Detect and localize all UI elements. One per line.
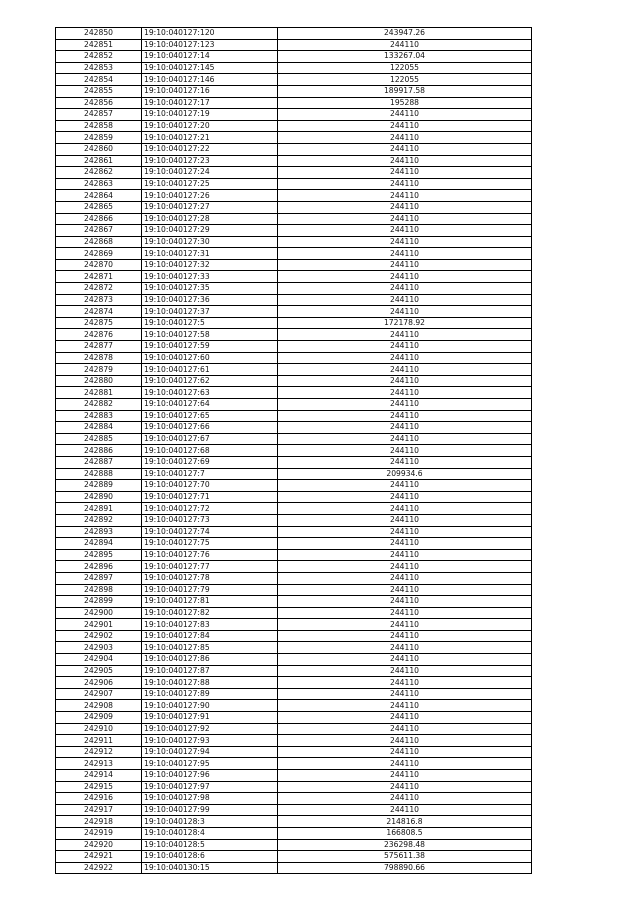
value-cell: 244110 (278, 399, 532, 411)
table-row (56, 503, 532, 515)
cadastral-number-cell: 19:10:040127:61 (142, 364, 278, 376)
value-cell: 244110 (278, 352, 532, 364)
value-cell: 244110 (278, 607, 532, 619)
cadastral-number-cell: 19:10:040127:69 (142, 456, 278, 468)
row-number-cell: 242912 (56, 746, 142, 758)
cadastral-number-cell: 19:10:040127:66 (142, 422, 278, 434)
table-row (56, 723, 532, 735)
value-cell: 244110 (278, 433, 532, 445)
row-number-cell: 242867 (56, 225, 142, 237)
cadastral-number-cell: 19:10:040127:28 (142, 213, 278, 225)
value-cell: 244110 (278, 561, 532, 573)
table-row (56, 178, 532, 190)
table-row (56, 758, 532, 770)
cadastral-number-cell: 19:10:040130:15 (142, 862, 278, 874)
cadastral-number-cell: 19:10:040127:5 (142, 317, 278, 329)
cadastral-number-cell: 19:10:040127:65 (142, 410, 278, 422)
table-row (56, 120, 532, 132)
cadastral-number-cell: 19:10:040127:97 (142, 781, 278, 793)
table-row (56, 74, 532, 86)
cadastral-number-cell: 19:10:040127:89 (142, 688, 278, 700)
table-row (56, 804, 532, 816)
row-number-cell: 242910 (56, 723, 142, 735)
value-cell: 244110 (278, 283, 532, 295)
table-row (56, 283, 532, 295)
value-cell: 244110 (278, 294, 532, 306)
row-number-cell: 242918 (56, 816, 142, 828)
row-number-cell: 242885 (56, 433, 142, 445)
value-cell: 236298.48 (278, 839, 532, 851)
table-row (56, 665, 532, 677)
row-number-cell: 242914 (56, 770, 142, 782)
value-cell: 244110 (278, 735, 532, 747)
value-cell: 244110 (278, 654, 532, 666)
cadastral-number-cell: 19:10:040127:17 (142, 97, 278, 109)
value-cell: 244110 (278, 364, 532, 376)
table-row (56, 213, 532, 225)
cadastral-number-cell: 19:10:040128:3 (142, 816, 278, 828)
cadastral-number-cell: 19:10:040127:20 (142, 120, 278, 132)
value-cell: 244110 (278, 688, 532, 700)
row-number-cell: 242872 (56, 283, 142, 295)
cadastral-number-cell: 19:10:040127:85 (142, 642, 278, 654)
value-cell: 244110 (278, 630, 532, 642)
cadastral-number-cell: 19:10:040127:33 (142, 271, 278, 283)
cadastral-number-cell: 19:10:040127:146 (142, 74, 278, 86)
row-number-cell: 242905 (56, 665, 142, 677)
cadastral-number-cell: 19:10:040127:90 (142, 700, 278, 712)
table-row (56, 561, 532, 573)
row-number-cell: 242900 (56, 607, 142, 619)
table-row (56, 190, 532, 202)
cadastral-number-cell: 19:10:040127:16 (142, 85, 278, 97)
value-cell: 244110 (278, 329, 532, 341)
row-number-cell: 242869 (56, 248, 142, 260)
cadastral-number-cell: 19:10:040127:22 (142, 143, 278, 155)
cadastral-number-cell: 19:10:040127:82 (142, 607, 278, 619)
table-row (56, 410, 532, 422)
table-row (56, 375, 532, 387)
value-cell: 244110 (278, 213, 532, 225)
value-cell: 244110 (278, 201, 532, 213)
table-row (56, 677, 532, 689)
cadastral-number-cell: 19:10:040127:95 (142, 758, 278, 770)
table-row (56, 607, 532, 619)
row-number-cell: 242854 (56, 74, 142, 86)
value-cell: 244110 (278, 770, 532, 782)
table-row (56, 596, 532, 608)
row-number-cell: 242862 (56, 167, 142, 179)
cadastral-number-cell: 19:10:040127:7 (142, 468, 278, 480)
table-row (56, 422, 532, 434)
value-cell: 244110 (278, 190, 532, 202)
row-number-cell: 242873 (56, 294, 142, 306)
value-cell: 244110 (278, 712, 532, 724)
value-cell: 243947.26 (278, 28, 532, 40)
table-row (56, 630, 532, 642)
cadastral-number-cell: 19:10:040127:83 (142, 619, 278, 631)
table-row (56, 317, 532, 329)
cadastral-number-cell: 19:10:040127:145 (142, 62, 278, 74)
value-cell: 244110 (278, 572, 532, 584)
row-number-cell: 242878 (56, 352, 142, 364)
row-number-cell: 242868 (56, 236, 142, 248)
table-row (56, 155, 532, 167)
row-number-cell: 242893 (56, 526, 142, 538)
cadastral-number-cell: 19:10:040127:76 (142, 549, 278, 561)
row-number-cell: 242882 (56, 399, 142, 411)
table-row (56, 271, 532, 283)
row-number-cell: 242879 (56, 364, 142, 376)
table-row (56, 167, 532, 179)
row-number-cell: 242892 (56, 514, 142, 526)
row-number-cell: 242861 (56, 155, 142, 167)
row-number-cell: 242870 (56, 259, 142, 271)
value-cell: 798890.66 (278, 862, 532, 874)
cadastral-number-cell: 19:10:040127:59 (142, 341, 278, 353)
cadastral-number-cell: 19:10:040127:96 (142, 770, 278, 782)
value-cell: 244110 (278, 120, 532, 132)
value-cell: 244110 (278, 422, 532, 434)
value-cell: 189917.58 (278, 85, 532, 97)
row-number-cell: 242911 (56, 735, 142, 747)
value-cell: 244110 (278, 39, 532, 51)
cadastral-number-cell: 19:10:040127:19 (142, 109, 278, 121)
value-cell: 244110 (278, 480, 532, 492)
row-number-cell: 242871 (56, 271, 142, 283)
value-cell: 244110 (278, 526, 532, 538)
table-row (56, 445, 532, 457)
cadastral-number-cell: 19:10:040127:58 (142, 329, 278, 341)
value-cell: 575611.38 (278, 851, 532, 863)
value-cell: 244110 (278, 109, 532, 121)
table-row (56, 399, 532, 411)
row-number-cell: 242860 (56, 143, 142, 155)
cadastral-number-cell: 19:10:040127:23 (142, 155, 278, 167)
row-number-cell: 242886 (56, 445, 142, 457)
value-cell: 244110 (278, 410, 532, 422)
cadastral-number-cell: 19:10:040127:60 (142, 352, 278, 364)
table-row (56, 700, 532, 712)
table-row (56, 619, 532, 631)
row-number-cell: 242904 (56, 654, 142, 666)
table-row (56, 735, 532, 747)
value-cell: 244110 (278, 538, 532, 550)
table-row (56, 132, 532, 144)
value-cell: 244110 (278, 723, 532, 735)
row-number-cell: 242875 (56, 317, 142, 329)
cadastral-number-cell: 19:10:040127:31 (142, 248, 278, 260)
row-number-cell: 242898 (56, 584, 142, 596)
cadastral-number-cell: 19:10:040127:63 (142, 387, 278, 399)
table-row (56, 341, 532, 353)
row-number-cell: 242874 (56, 306, 142, 318)
cadastral-number-cell: 19:10:040127:88 (142, 677, 278, 689)
cadastral-number-cell: 19:10:040127:77 (142, 561, 278, 573)
cadastral-number-cell: 19:10:040127:79 (142, 584, 278, 596)
table-row (56, 572, 532, 584)
table-row (56, 236, 532, 248)
table-row (56, 781, 532, 793)
value-cell: 244110 (278, 514, 532, 526)
row-number-cell: 242859 (56, 132, 142, 144)
row-number-cell: 242915 (56, 781, 142, 793)
cadastral-number-cell: 19:10:040127:29 (142, 225, 278, 237)
cadastral-number-cell: 19:10:040127:72 (142, 503, 278, 515)
value-cell: 244110 (278, 236, 532, 248)
table-row (56, 143, 532, 155)
value-cell: 244110 (278, 700, 532, 712)
table-row (56, 816, 532, 828)
table-row (56, 329, 532, 341)
table-row (56, 688, 532, 700)
row-number-cell: 242857 (56, 109, 142, 121)
row-number-cell: 242922 (56, 862, 142, 874)
table-row (56, 62, 532, 74)
cadastral-number-cell: 19:10:040127:84 (142, 630, 278, 642)
value-cell: 122055 (278, 74, 532, 86)
table-row (56, 97, 532, 109)
row-number-cell: 242908 (56, 700, 142, 712)
value-cell: 244110 (278, 143, 532, 155)
value-cell: 244110 (278, 596, 532, 608)
table-row (56, 39, 532, 51)
table-row (56, 538, 532, 550)
value-cell: 244110 (278, 549, 532, 561)
value-cell: 133267.04 (278, 51, 532, 63)
value-cell: 244110 (278, 758, 532, 770)
value-cell: 195288 (278, 97, 532, 109)
value-cell: 244110 (278, 793, 532, 805)
table-row (56, 51, 532, 63)
row-number-cell: 242921 (56, 851, 142, 863)
cadastral-number-cell: 19:10:040127:70 (142, 480, 278, 492)
table-row (56, 712, 532, 724)
cadastral-number-cell: 19:10:040127:94 (142, 746, 278, 758)
value-cell: 166808.5 (278, 827, 532, 839)
row-number-cell: 242913 (56, 758, 142, 770)
data-table (55, 27, 532, 874)
cadastral-number-cell: 19:10:040127:123 (142, 39, 278, 51)
cadastral-number-cell: 19:10:040127:24 (142, 167, 278, 179)
cadastral-number-cell: 19:10:040127:87 (142, 665, 278, 677)
cadastral-number-cell: 19:10:040127:26 (142, 190, 278, 202)
cadastral-number-cell: 19:10:040127:35 (142, 283, 278, 295)
cadastral-number-cell: 19:10:040128:4 (142, 827, 278, 839)
cadastral-number-cell: 19:10:040127:78 (142, 572, 278, 584)
value-cell: 244110 (278, 259, 532, 271)
table-body (56, 28, 532, 874)
cadastral-number-cell: 19:10:040127:21 (142, 132, 278, 144)
cadastral-number-cell: 19:10:040127:25 (142, 178, 278, 190)
table-row (56, 862, 532, 874)
row-number-cell: 242887 (56, 456, 142, 468)
value-cell: 244110 (278, 132, 532, 144)
value-cell: 244110 (278, 271, 532, 283)
cadastral-number-cell: 19:10:040127:74 (142, 526, 278, 538)
table-row (56, 248, 532, 260)
value-cell: 244110 (278, 503, 532, 515)
row-number-cell: 242855 (56, 85, 142, 97)
cadastral-number-cell: 19:10:040128:6 (142, 851, 278, 863)
table-row (56, 433, 532, 445)
row-number-cell: 242863 (56, 178, 142, 190)
value-cell: 244110 (278, 642, 532, 654)
cadastral-number-cell: 19:10:040127:27 (142, 201, 278, 213)
cadastral-number-cell: 19:10:040127:91 (142, 712, 278, 724)
cadastral-number-cell: 19:10:040127:93 (142, 735, 278, 747)
table-row (56, 514, 532, 526)
table-row (56, 352, 532, 364)
value-cell: 209934.6 (278, 468, 532, 480)
value-cell: 172178.92 (278, 317, 532, 329)
table-row (56, 526, 532, 538)
row-number-cell: 242880 (56, 375, 142, 387)
row-number-cell: 242909 (56, 712, 142, 724)
value-cell: 244110 (278, 155, 532, 167)
cadastral-number-cell: 19:10:040127:32 (142, 259, 278, 271)
table-row (56, 491, 532, 503)
cadastral-number-cell: 19:10:040128:5 (142, 839, 278, 851)
table-row (56, 851, 532, 863)
row-number-cell: 242883 (56, 410, 142, 422)
row-number-cell: 242876 (56, 329, 142, 341)
table-row (56, 259, 532, 271)
cadastral-number-cell: 19:10:040127:86 (142, 654, 278, 666)
row-number-cell: 242901 (56, 619, 142, 631)
table-row (56, 294, 532, 306)
table-row (56, 793, 532, 805)
row-number-cell: 242917 (56, 804, 142, 816)
row-number-cell: 242881 (56, 387, 142, 399)
table-row (56, 480, 532, 492)
row-number-cell: 242851 (56, 39, 142, 51)
value-cell: 244110 (278, 375, 532, 387)
row-number-cell: 242864 (56, 190, 142, 202)
value-cell: 244110 (278, 445, 532, 457)
cadastral-number-cell: 19:10:040127:67 (142, 433, 278, 445)
value-cell: 214816.8 (278, 816, 532, 828)
table-row (56, 549, 532, 561)
table-row (56, 387, 532, 399)
table-row (56, 654, 532, 666)
row-number-cell: 242916 (56, 793, 142, 805)
row-number-cell: 242865 (56, 201, 142, 213)
value-cell: 244110 (278, 178, 532, 190)
value-cell: 244110 (278, 781, 532, 793)
value-cell: 244110 (278, 387, 532, 399)
table-row (56, 306, 532, 318)
value-cell: 244110 (278, 491, 532, 503)
cadastral-number-cell: 19:10:040127:73 (142, 514, 278, 526)
table-row (56, 584, 532, 596)
value-cell: 244110 (278, 746, 532, 758)
row-number-cell: 242866 (56, 213, 142, 225)
table-row (56, 642, 532, 654)
row-number-cell: 242919 (56, 827, 142, 839)
row-number-cell: 242889 (56, 480, 142, 492)
row-number-cell: 242890 (56, 491, 142, 503)
cadastral-number-cell: 19:10:040127:68 (142, 445, 278, 457)
cadastral-number-cell: 19:10:040127:99 (142, 804, 278, 816)
value-cell: 122055 (278, 62, 532, 74)
cadastral-number-cell: 19:10:040127:64 (142, 399, 278, 411)
row-number-cell: 242899 (56, 596, 142, 608)
row-number-cell: 242896 (56, 561, 142, 573)
row-number-cell: 242902 (56, 630, 142, 642)
table-row (56, 839, 532, 851)
row-number-cell: 242906 (56, 677, 142, 689)
row-number-cell: 242852 (56, 51, 142, 63)
table-row (56, 109, 532, 121)
value-cell: 244110 (278, 665, 532, 677)
value-cell: 244110 (278, 306, 532, 318)
cadastral-number-cell: 19:10:040127:92 (142, 723, 278, 735)
cadastral-number-cell: 19:10:040127:14 (142, 51, 278, 63)
value-cell: 244110 (278, 619, 532, 631)
row-number-cell: 242903 (56, 642, 142, 654)
cadastral-number-cell: 19:10:040127:30 (142, 236, 278, 248)
value-cell: 244110 (278, 677, 532, 689)
cadastral-number-cell: 19:10:040127:71 (142, 491, 278, 503)
value-cell: 244110 (278, 248, 532, 260)
row-number-cell: 242891 (56, 503, 142, 515)
cadastral-number-cell: 19:10:040127:62 (142, 375, 278, 387)
row-number-cell: 242895 (56, 549, 142, 561)
table-row (56, 827, 532, 839)
row-number-cell: 242907 (56, 688, 142, 700)
row-number-cell: 242856 (56, 97, 142, 109)
cadastral-number-cell: 19:10:040127:75 (142, 538, 278, 550)
cadastral-number-cell: 19:10:040127:120 (142, 28, 278, 40)
row-number-cell: 242888 (56, 468, 142, 480)
row-number-cell: 242877 (56, 341, 142, 353)
value-cell: 244110 (278, 167, 532, 179)
row-number-cell: 242897 (56, 572, 142, 584)
table-row (56, 746, 532, 758)
table-row (56, 770, 532, 782)
row-number-cell: 242884 (56, 422, 142, 434)
row-number-cell: 242894 (56, 538, 142, 550)
row-number-cell: 242853 (56, 62, 142, 74)
table-row (56, 85, 532, 97)
row-number-cell: 242858 (56, 120, 142, 132)
value-cell: 244110 (278, 341, 532, 353)
value-cell: 244110 (278, 584, 532, 596)
table-row (56, 364, 532, 376)
cadastral-number-cell: 19:10:040127:37 (142, 306, 278, 318)
value-cell: 244110 (278, 804, 532, 816)
table-row (56, 28, 532, 40)
cadastral-number-cell: 19:10:040127:36 (142, 294, 278, 306)
table-row (56, 456, 532, 468)
value-cell: 244110 (278, 225, 532, 237)
cadastral-number-cell: 19:10:040127:98 (142, 793, 278, 805)
table-row (56, 201, 532, 213)
table-row (56, 468, 532, 480)
row-number-cell: 242850 (56, 28, 142, 40)
cadastral-number-cell: 19:10:040127:81 (142, 596, 278, 608)
value-cell: 244110 (278, 456, 532, 468)
table-row (56, 225, 532, 237)
row-number-cell: 242920 (56, 839, 142, 851)
